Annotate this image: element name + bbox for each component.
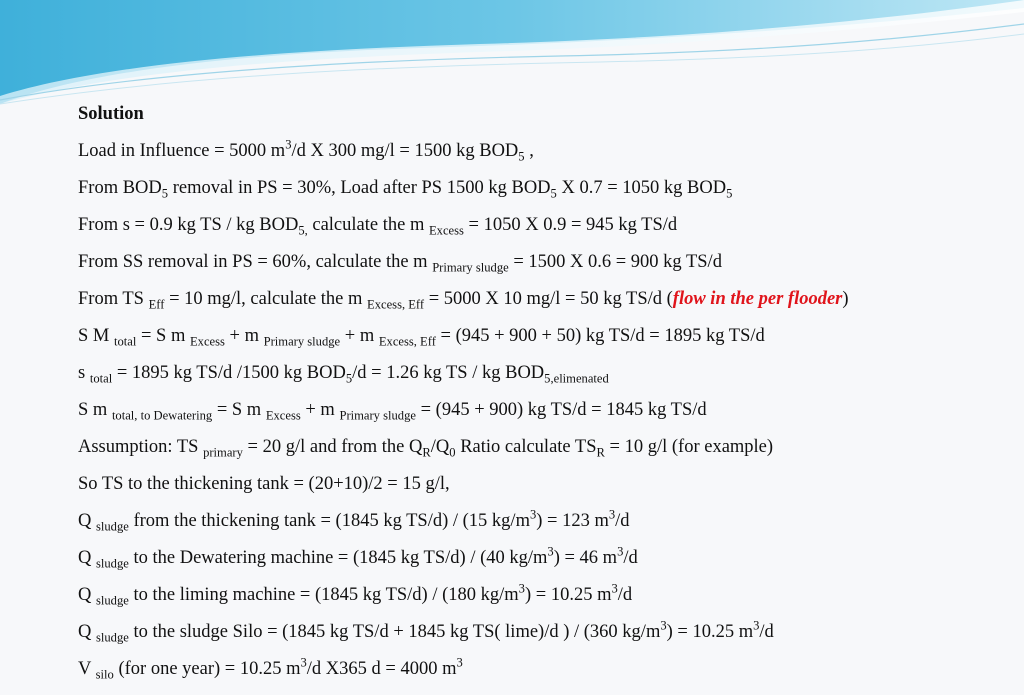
line-text: From s = 0.9 kg TS / kg BOD xyxy=(78,215,299,235)
line-text: /Q xyxy=(430,437,450,457)
line-text: s xyxy=(78,363,90,383)
subscript: Excess, Eff xyxy=(378,334,436,349)
line-text: calculate the m xyxy=(307,215,429,235)
line-text: /d xyxy=(615,511,630,531)
superscript: 3 xyxy=(547,544,554,559)
solution-line xyxy=(78,318,1008,355)
subscript: silo xyxy=(95,667,114,682)
line-text: V xyxy=(78,659,96,679)
solution-line xyxy=(78,577,1008,614)
line-text: removal in PS = 30%, Load after PS 1500 kg BOD xyxy=(168,178,551,198)
solution-line xyxy=(78,281,1008,318)
line-text: to the Dewatering machine = (1845 kg TS/d) / (40 kg/m xyxy=(128,548,548,568)
subscript: 5, xyxy=(298,223,308,238)
subscript: R xyxy=(422,445,431,460)
subscript: Eff xyxy=(148,297,165,312)
line-text: + m xyxy=(340,326,379,346)
line-text: /d X365 d = 4000 m xyxy=(306,659,457,679)
line-text: , xyxy=(524,141,534,161)
subscript: Primary sludge xyxy=(432,260,509,275)
solution-line xyxy=(78,503,1008,540)
subscript: 5 xyxy=(161,186,169,201)
line-text: = (945 + 900) kg TS/d = 1845 kg TS/d xyxy=(415,400,707,420)
line-text: /d xyxy=(617,585,633,605)
line-text: Q xyxy=(78,511,96,531)
line-text: Ratio calculate TS xyxy=(455,437,597,457)
line-text: So TS to the thickening tank = (20+10)/2 = 15 g/l, xyxy=(78,474,450,494)
subscript: 5 xyxy=(518,149,525,164)
subscript: 0 xyxy=(449,445,456,460)
line-text: = S m xyxy=(136,326,190,346)
line-text: = 5000 X 10 mg/l = 50 kg TS/d ( xyxy=(424,289,673,309)
solution-line xyxy=(78,466,1008,503)
line-text: (for one year) = 10.25 m xyxy=(113,659,301,679)
subscript: 5 xyxy=(550,186,557,201)
line-text: to the sludge Silo = (1845 kg TS/d + 1845 kg TS( lime)/d ) / (360 kg/m xyxy=(128,622,661,642)
line-text: = 10 g/l (for example) xyxy=(604,437,774,457)
subscript: sludge xyxy=(96,593,129,608)
superscript: 3 xyxy=(518,581,525,596)
line-text: + m xyxy=(300,400,340,420)
line-text: = 10 mg/l, calculate the m xyxy=(164,289,368,309)
line-text: S m xyxy=(78,400,112,420)
line-text: /d X 300 mg/l = 1500 kg BOD xyxy=(291,141,519,161)
solution-line xyxy=(78,429,1008,466)
superscript: 3 xyxy=(660,618,667,633)
line-text: From BOD xyxy=(78,178,162,198)
line-text: /d xyxy=(759,622,774,642)
line-text: = 1500 X 0.6 = 900 kg TS/d xyxy=(508,252,722,272)
superscript: 3 xyxy=(456,655,463,670)
line-text: From SS removal in PS = 60%, calculate the m xyxy=(78,252,433,272)
line-text: = S m xyxy=(212,400,266,420)
subscript: total xyxy=(89,371,113,386)
subscript: sludge xyxy=(96,556,129,571)
solution-line xyxy=(78,244,1008,281)
superscript: 3 xyxy=(529,507,537,522)
line-text: ) = 10.25 m xyxy=(666,622,754,642)
solution-line xyxy=(78,133,1008,170)
solution-heading: Solution xyxy=(78,104,144,124)
line-text: = 20 g/l and from the Q xyxy=(242,437,423,457)
solution-line xyxy=(78,170,1008,207)
line-text: /d = 1.26 kg TS / kg BOD xyxy=(352,363,545,383)
solution-lines xyxy=(78,133,1008,688)
solution-line xyxy=(78,207,1008,244)
solution-body xyxy=(78,96,1008,688)
line-text: From TS xyxy=(78,289,149,309)
subscript: primary xyxy=(203,445,243,460)
line-text: Load in Influence = 5000 m xyxy=(78,141,286,161)
line-text: = 1895 kg TS/d /1500 kg BOD xyxy=(112,363,346,383)
subscript: 5,elimenated xyxy=(544,371,609,386)
line-text: ) = 46 m xyxy=(553,548,618,568)
line-text: ) = 10.25 m xyxy=(524,585,612,605)
superscript: 3 xyxy=(300,655,307,670)
subscript: total xyxy=(114,334,137,349)
subscript: Excess xyxy=(189,334,225,349)
solution-line xyxy=(78,392,1008,429)
subscript: Primary sludge xyxy=(339,408,416,423)
line-text: Q xyxy=(78,622,96,642)
subscript: 5 xyxy=(345,371,353,386)
highlight-note: flow in the per flooder xyxy=(672,289,843,309)
line-text: ) = 123 m xyxy=(536,511,609,531)
solution-line xyxy=(78,355,1008,392)
subscript: Excess xyxy=(428,223,464,238)
line-text: Q xyxy=(78,585,96,605)
line-text: to the liming machine = (1845 kg TS/d) / (180 kg/m xyxy=(128,585,519,605)
line-text: S M xyxy=(78,326,114,346)
line-text: X 0.7 = 1050 kg BOD xyxy=(556,178,727,198)
superscript: 3 xyxy=(611,581,618,596)
line-text: Q xyxy=(78,548,96,568)
subscript: Primary sludge xyxy=(263,334,341,349)
line-text: from the thickening tank = (1845 kg TS/d) / (15 kg/m xyxy=(128,511,530,531)
line-text: /d xyxy=(623,548,638,568)
solution-line xyxy=(78,540,1008,577)
superscript: 3 xyxy=(608,507,616,522)
subscript: 5 xyxy=(726,186,733,201)
subscript: sludge xyxy=(96,519,129,534)
superscript: 3 xyxy=(617,544,624,559)
subscript: total, to Dewatering xyxy=(111,408,213,423)
solution-line xyxy=(78,614,1008,651)
line-text: ) xyxy=(842,289,849,309)
subscript: Excess, Eff xyxy=(367,297,425,312)
superscript: 3 xyxy=(753,618,760,633)
line-text: + m xyxy=(224,326,264,346)
line-text: = (945 + 900 + 50) kg TS/d = 1895 kg TS/d xyxy=(435,326,765,346)
subscript: Excess xyxy=(265,408,301,423)
superscript: 3 xyxy=(285,137,292,152)
subscript: sludge xyxy=(96,630,129,645)
subscript: R xyxy=(596,445,605,460)
line-text: = 1050 X 0.9 = 945 kg TS/d xyxy=(463,215,678,235)
header-wave-decoration xyxy=(0,0,1024,110)
solution-line xyxy=(78,651,1008,688)
line-text: Assumption: TS xyxy=(78,437,204,457)
